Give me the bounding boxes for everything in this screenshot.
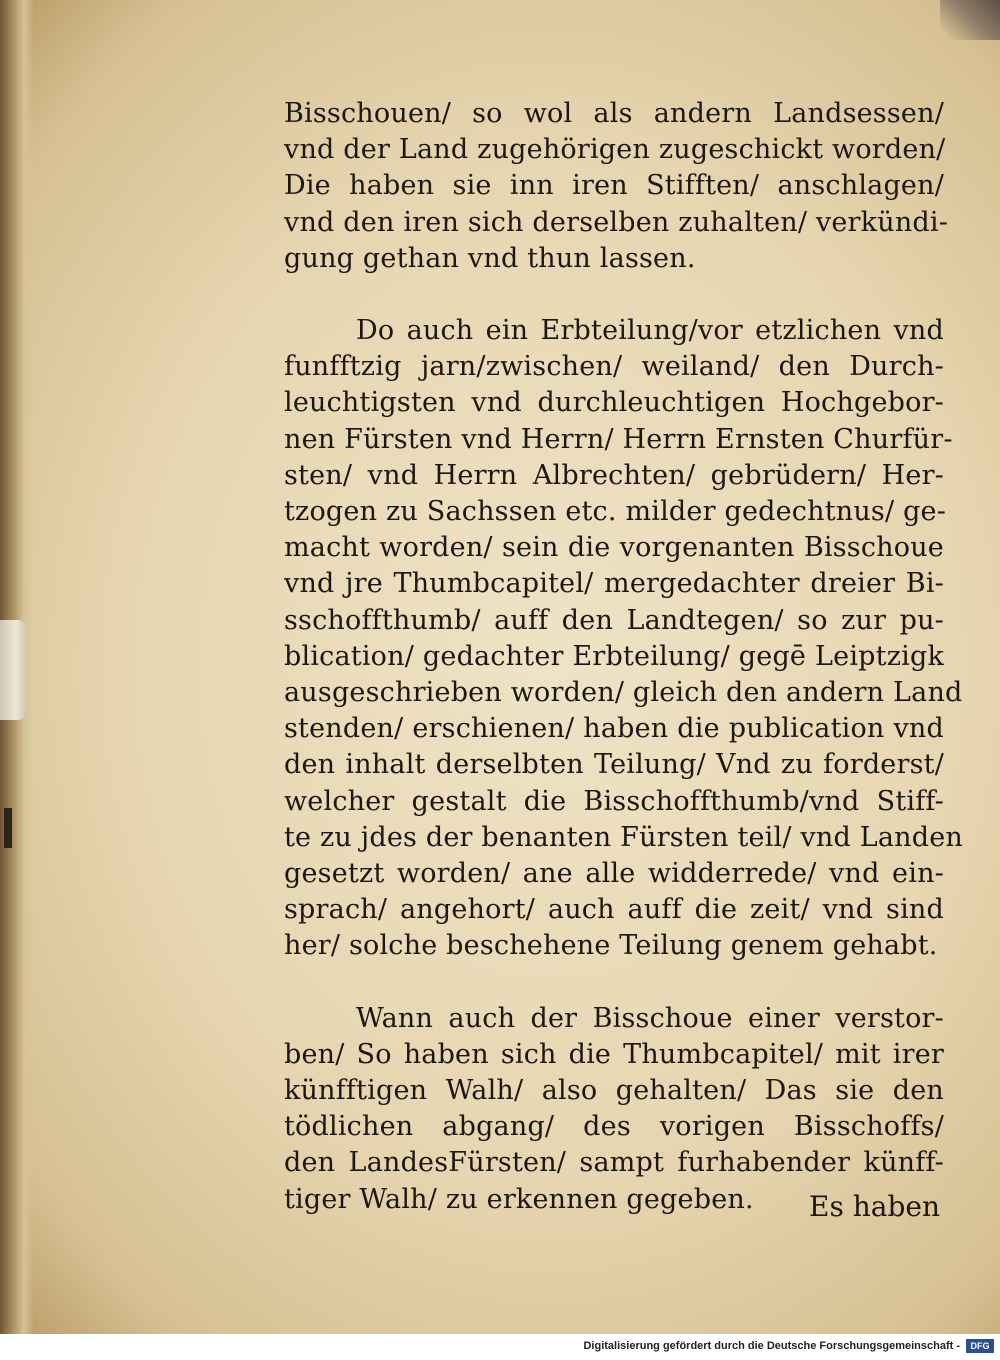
text-line: her/ solche beschehene Teilung genem gehabt. [284, 930, 938, 962]
dfg-logo: DFG [966, 1339, 994, 1353]
text-line: sschoffthumb/ auff den Landtegen/ so zur pu- [284, 604, 944, 636]
text-line: nen Fürsten vnd Herrn/ Herrn Ernsten Churfür- [284, 423, 953, 455]
paragraph-gap [284, 277, 944, 313]
paragraph [284, 96, 949, 277]
text-line: ben/ So haben sich die Thumbcapitel/ mit irer [284, 1038, 944, 1070]
text-line: vnd den iren sich derselben zuhalten/ verkündi- [284, 206, 949, 238]
text-line: blication/ gedachter Erbteilung/ gegē Leiptzigk [284, 640, 944, 672]
text-line: sprach/ angehort/ auch auff die zeit/ vnd sind [284, 894, 944, 926]
text-line: Bisschouen/ so wol als andern Landsessen/ [284, 98, 944, 129]
digitization-footer [0, 1334, 1000, 1360]
text-line: ausgeschrieben worden/ gleich den andern Land [284, 677, 963, 709]
text-line: Die haben sie inn iren Stifften/ anschlagen/ [284, 170, 944, 202]
paragraph-gap [284, 965, 944, 1001]
paragraph [284, 1001, 944, 1218]
text-line: funfftzig jarn/zwischen/ weiland/ den Durch- [284, 351, 944, 383]
text-line: tzogen zu Sachssen etc. milder gedechtnus/ ge- [284, 496, 947, 528]
text-line: Do auch ein Erbteilung/vor etzlichen vnd [356, 315, 944, 347]
text-line: leuchtigsten vnd durchleuchtigen Hochgebor- [284, 387, 944, 419]
page-corner-shadow [940, 0, 1000, 40]
text-line: gung gethan vnd thun lassen. [284, 242, 696, 274]
text-line: den LandesFürsten/ sampt furhabender künff- [284, 1147, 944, 1179]
body-text [284, 96, 964, 1218]
catchword: Es haben [809, 1190, 940, 1223]
text-line: te zu jdes der benanten Fürsten teil/ vnd Landen [284, 821, 964, 853]
text-line: vnd der Land zugehörigen zugeschickt worden/ [284, 134, 946, 166]
text-line: künfftigen Walh/ also gehalten/ Das sie den [284, 1075, 944, 1107]
binding-tab [0, 620, 26, 720]
text-line: tiger Walh/ zu erkennen gegeben. [284, 1183, 754, 1215]
paragraph [284, 313, 964, 965]
text-line: welcher gestalt die Bisschoffthumb/vnd Stiff- [284, 785, 944, 817]
funding-credit: Digitalisierung gefördert durch die Deutsche Forschungsgemeinschaft - [583, 1340, 960, 1352]
text-line: stenden/ erschienen/ haben die publication vnd [284, 713, 944, 745]
text-line: sten/ vnd Herrn Albrechten/ gebrüdern/ Her- [284, 459, 944, 491]
text-line: den inhalt derselbten Teilung/ Vnd zu forderst/ [284, 749, 944, 781]
text-line: gesetzt worden/ ane alle widderrede/ vnd ein- [284, 858, 944, 890]
binding-notch [4, 808, 12, 848]
text-line: tödlichen abgang/ des vorigen Bisschoffs/ [284, 1111, 944, 1143]
text-line: macht worden/ sein die vorgenanten Bisschoue [284, 532, 944, 564]
text-line: vnd jre Thumbcapitel/ mergedachter dreier Bi- [284, 568, 944, 600]
text-line: Wann auch der Bisschoue einer verstor- [356, 1002, 944, 1034]
